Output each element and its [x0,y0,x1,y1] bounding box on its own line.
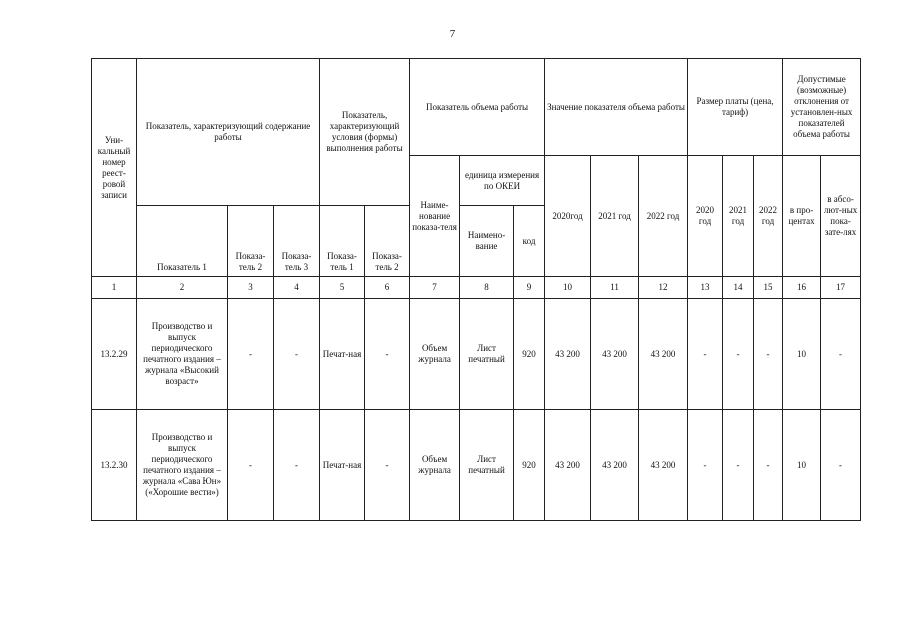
colnum-4: 4 [274,277,320,299]
row-condition-ind1: Печат-ная [320,410,365,521]
header-payment-2020: 2020 год [688,156,723,277]
row-deviation-absolute: - [821,410,861,521]
colnum-2: 2 [137,277,228,299]
row-value-2020: 43 200 [545,410,591,521]
header-okei-unit: единица измерения по ОКЕИ [460,156,545,206]
header-content-ind3: Показа-тель 3 [274,206,320,277]
header-value-2021: 2021 год [591,156,639,277]
colnum-8: 8 [460,277,514,299]
row-content-ind1: Производство и выпуск периодического печатного издания – журнала «Сава Юн» («Хорошие вести») [137,410,228,521]
header-deviation: Допустимые (возможные) отклонения от установлен-ных показателей объема работы [783,59,861,156]
row-content-ind3: - [274,410,320,521]
row-value-2022: 43 200 [639,410,688,521]
row-condition-ind2: - [365,410,410,521]
row-payment-2022: - [754,299,783,410]
registry-table [91,58,861,521]
row-content-ind1: Производство и выпуск периодического печатного издания – журнала «Высокий возраст» [137,299,228,410]
header-condition-ind2: Показа-тель 2 [365,206,410,277]
header-deviation-percent: в про-центах [783,156,821,277]
row-content-ind3: - [274,299,320,410]
colnum-9: 9 [514,277,545,299]
colnum-1: 1 [92,277,137,299]
header-content-ind1: Показатель 1 [137,206,228,277]
row-unit-name: Лист печатный [460,410,514,521]
row-payment-2021: - [723,299,754,410]
header-unit-name: Наимено-вание [460,206,514,277]
row-content-ind2: - [228,299,274,410]
row-okei-code: 920 [514,410,545,521]
colnum-11: 11 [591,277,639,299]
row-payment-2020: - [688,299,723,410]
row-condition-ind1: Печат-ная [320,299,365,410]
colnum-6: 6 [365,277,410,299]
header-payment: Размер платы (цена, тариф) [688,59,783,156]
colnum-13: 13 [688,277,723,299]
row-payment-2021: - [723,410,754,521]
colnum-3: 3 [228,277,274,299]
colnum-10: 10 [545,277,591,299]
row-deviation-percent: 10 [783,410,821,521]
header-content-ind2: Показа-тель 2 [228,206,274,277]
header-unique-number: Уни-кальный номер реест-ровой записи [92,59,137,277]
row-indicator-name: Объем журнала [410,410,460,521]
header-indicator-name: Наиме-нование показа-теля [410,156,460,277]
header-condition-ind1: Показа-тель 1 [320,206,365,277]
header-payment-2022: 2022 год [754,156,783,277]
colnum-5: 5 [320,277,365,299]
row-deviation-absolute: - [821,299,861,410]
row-value-2021: 43 200 [591,299,639,410]
table-row [92,299,861,410]
row-okei-code: 920 [514,299,545,410]
header-deviation-absolute: в абсо-лют-ных пока-зате-лях [821,156,861,277]
row-condition-ind2: - [365,299,410,410]
row-content-ind2: - [228,410,274,521]
colnum-16: 16 [783,277,821,299]
row-value-2022: 43 200 [639,299,688,410]
row-payment-2022: - [754,410,783,521]
row-value-2021: 43 200 [591,410,639,521]
row-unit-name: Лист печатный [460,299,514,410]
header-volume-indicator: Показатель объема работы [410,59,545,156]
header-value-2022: 2022 год [639,156,688,277]
colnum-12: 12 [639,277,688,299]
colnum-7: 7 [410,277,460,299]
row-code: 13.2.30 [92,410,137,521]
colnum-14: 14 [723,277,754,299]
header-condition-indicator: Показатель, характеризующий условия (формы) выполнения работы [320,59,410,206]
row-payment-2020: - [688,410,723,521]
page-number: 7 [449,28,456,40]
header-value-2020: 2020год [545,156,591,277]
row-code: 13.2.29 [92,299,137,410]
header-code: код [514,206,545,277]
header-volume-value: Значение показателя объема работы [545,59,688,156]
table-row [92,410,861,521]
colnum-15: 15 [754,277,783,299]
header-content-indicator: Показатель, характеризующий содержание работы [137,59,320,206]
row-indicator-name: Объем журнала [410,299,460,410]
colnum-17: 17 [821,277,861,299]
row-deviation-percent: 10 [783,299,821,410]
header-payment-2021: 2021 год [723,156,754,277]
row-value-2020: 43 200 [545,299,591,410]
